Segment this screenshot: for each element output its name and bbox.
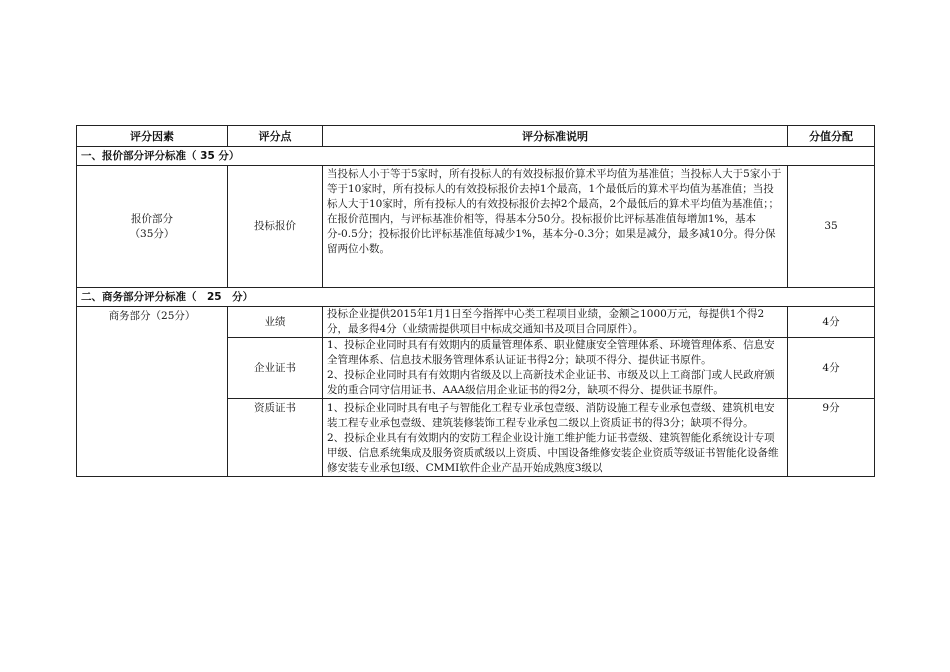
factor-score: （35分） [129, 227, 175, 240]
description-paragraph: 当投标人小于等于5家时，所有投标人的有效投标报价算术平均值为基准值；当投标人大于5家小于等于10家时，所有投标人的有效投标报价去掉1个最高，1个最低后的算术平均值为基准值；当投标人大于10家时，所有投标人的有效投标报价去掉2个最高，2个最低后的算术平均值为基准值；；在报价范围内，与评标基准价相等，得基本分50分。投标报价比评标基准值每增加1%，基本分-0.5分；投标报价比评标基准值每减少1%，基本分-0.3分；如果是减分，最多减10分。得分保留两位小数。 [327, 168, 782, 255]
score-cell-qualifications: 9分 [788, 399, 875, 477]
header-score: 分值分配 [788, 126, 875, 147]
description-paragraph: 2、投标企业同时具有有效期内省级及以上高新技术企业证书、市级及以上工商部门或人民政府颁发的重合同守信用证书、AAA级信用企业证书的得2分，缺项不得分、提供证书原件。 [327, 369, 775, 396]
description-paragraph: 投标企业提供2015年1月1日至今指挥中心类工程项目业绩，金额≧1000万元，每提供1个得2分，最多得4分（业绩需提供项目中标成交通知书及项目合同原件）。 [327, 308, 765, 335]
score-cell-certificates: 4分 [788, 338, 875, 399]
description-paragraph: 1、投标企业同时具有有效期内的质量管理体系、职业健康安全管理体系、环境管理体系、信息安全管理体系、信息技术服务管理体系认证证书得2分；缺项不得分、提供证书原件。 [327, 339, 775, 366]
score-cell-performance: 4分 [788, 307, 875, 338]
header-point: 评分点 [228, 126, 323, 147]
point-cell-performance: 业绩 [228, 307, 323, 338]
section-title-price: 一、报价部分评分标准（ 35 分） [77, 147, 875, 166]
section-title-business: 二、商务部分评分标准（ 25 分） [77, 288, 875, 307]
point-cell-certificates: 企业证书 [228, 338, 323, 399]
factor-cell-business: 商务部分（25分） [77, 307, 228, 477]
description-paragraph: 2、投标企业具有有效期内的安防工程企业设计施工维护能力证书壹级、建筑智能化系统设计专项甲级、信息系统集成及服务资质贰级以上资质、中国设备维修安装企业资质等级证书智能化设备维修安装专业承包Ⅰ级、CMMI软件企业产品开始成熟度3级以 [327, 432, 779, 474]
description-paragraph: 1、投标企业同时具有电子与智能化工程专业承包壹级、消防设施工程专业承包壹级、建筑机电安装工程专业承包壹级、建筑装修装饰工程专业承包二级以上资质证书的得3分；缺项不得分。 [327, 402, 775, 429]
description-cell-performance [323, 307, 788, 338]
description-cell-certificates [323, 338, 788, 399]
header-factor: 评分因素 [77, 126, 228, 147]
description-cell-qualifications [323, 399, 788, 477]
factor-label: 报价部分 [131, 212, 173, 225]
table-row-price [77, 166, 875, 288]
scoring-table [76, 125, 875, 477]
table-header-row [77, 126, 875, 147]
section-row-price [77, 147, 875, 166]
score-cell-bid-price: 35 [788, 166, 875, 288]
table-row-performance [77, 307, 875, 338]
point-cell-qualifications: 资质证书 [228, 399, 323, 477]
point-cell-bid-price: 投标报价 [228, 166, 323, 288]
header-description: 评分标准说明 [323, 126, 788, 147]
factor-cell-price [77, 166, 228, 288]
section-row-business [77, 288, 875, 307]
description-cell-bid-price [323, 166, 788, 288]
